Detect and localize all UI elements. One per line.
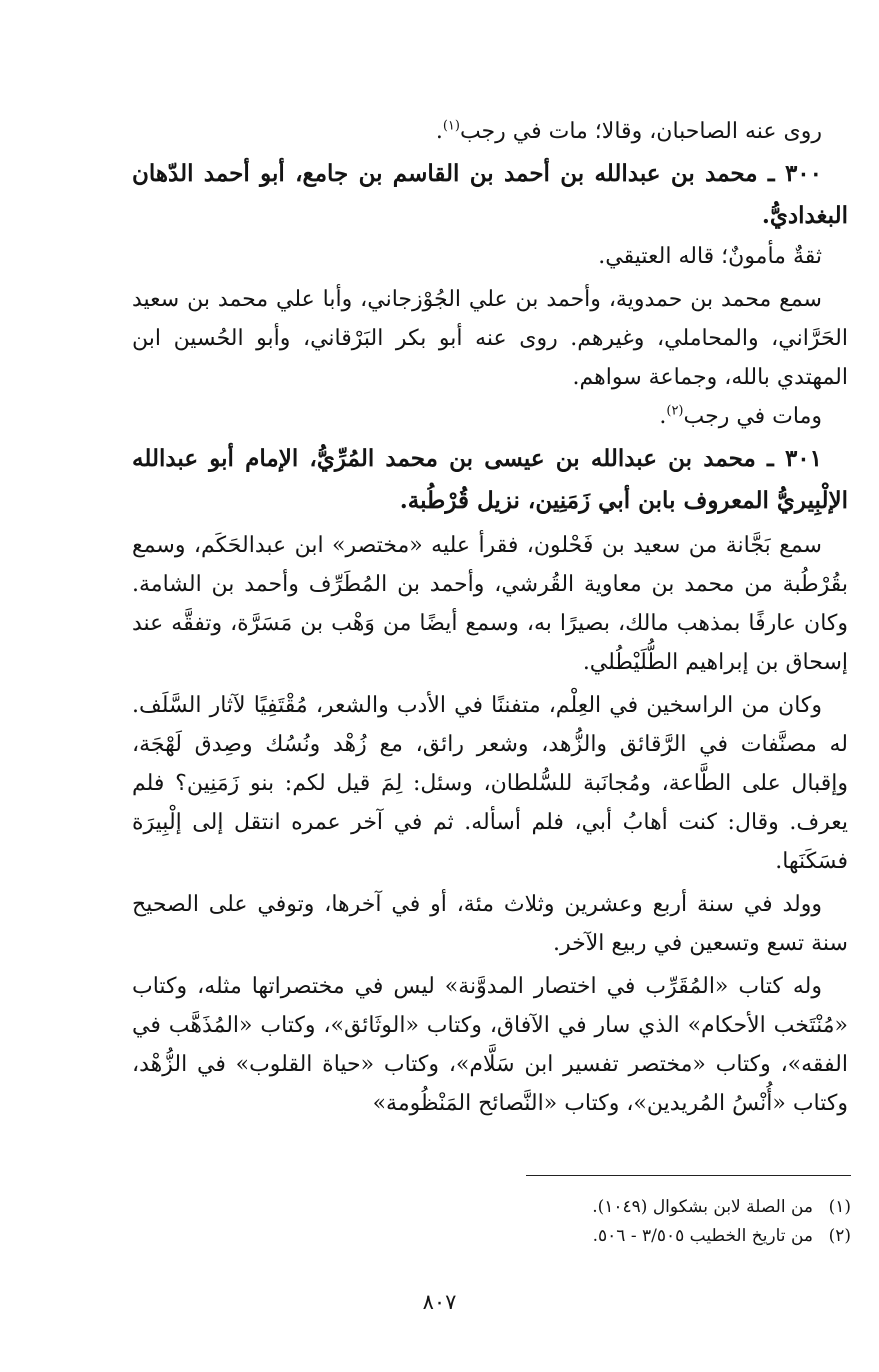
paragraph-text: ومات في رجب [683, 404, 822, 429]
footnote-text: من تاريخ الخطيب ٣/٥٠٥ - ٥٠٦. [592, 1226, 813, 1246]
footnote-text: من الصلة لابن بشكوال (١٠٤٩). [592, 1197, 813, 1217]
entry-301-paragraph-3: وولد في سنة أربع وعشرين وثلاث مئة، أو في آخرها، وتوفي على الصحيح سنة تسع وتسعين في ربيع الآخر. [132, 892, 848, 956]
footnote-ref-2[interactable]: (٢) [666, 403, 684, 419]
page-body [132, 112, 848, 1123]
entry-300-paragraph-1: ثقةٌ مأمونٌ؛ قاله العتيقي. [598, 244, 822, 269]
entry-300-paragraph-2: سمع محمد بن حمدوية، وأحمد بن علي الجُوْزجاني، وأبا علي محمد بن سعيد الحَرَّاني، والمحاملي، وغيرهم. روى عنه أبو بكر البَرْقاني، وأبو الحُسين ابن المهتدي بالله، وجماعة سواهم. [132, 287, 848, 390]
entry-301-heading: ٣٠١ ـ محمد بن عبدالله بن عيسى بن محمد المُرِّيُّ، الإمام أبو عبدالله الإلْبِيريُّ المعروف بابن أبي زَمَنِين، نزيل قُرْطُبة. [132, 445, 848, 514]
footnote-ref-1[interactable]: (١) [442, 118, 460, 134]
footnotes [151, 1193, 851, 1251]
page-number: ٨٠٧ [422, 1290, 457, 1314]
footnote-1 [151, 1193, 851, 1222]
entry-300-paragraph-3 [132, 397, 848, 436]
entry-301-paragraph-2: وكان من الراسخين في العِلْم، متفننًا في الأدب والشعر، مُقْتَفِيًا لآثار السَّلَف. له مصنَّفات في الرَّقائق والزُّهد، وشعر رائق، مع زُهْد ونُسُك وصِدق لَهْجَة، وإقبال على الطَّاعة، ومُجانَبة للسُّلطان، وسئل: لِمَ قيل لكم: بنو زَمَنِين؟ فلم يعرف. وقال: كنت أهابُ أبي، فلم أسأله. ثم في آخر عمره انتقل إلى إلْبِيرَة فسَكَنَها. [132, 693, 848, 874]
punctuation: . [435, 119, 443, 144]
paragraph-text: روى عنه الصاحبان، وقالا؛ مات في رجب [459, 119, 822, 144]
entry-301-paragraph-1: سمع بَجَّانة من سعيد بن فَحْلون، فقرأ عليه «مختصر» ابن عبدالحَكَم، وسمع بقُرْطُبة من محمد بن معاوية القُرشي، وأحمد بن المُطَرِّف وأحمد بن الشامة. وكان عارفًا بمذهب مالك، بصيرًا به، وسمع أيضًا من وَهْب بن مَسَرَّة، وتفقَّه عند إسحاق بن إبراهيم الطُّلَيْطُلي. [132, 533, 848, 675]
paragraph-continuation [132, 112, 848, 151]
punctuation: . [659, 404, 667, 429]
footnote-2 [151, 1222, 851, 1251]
entry-301-paragraph-4: وله كتاب «المُقَرِّب في اختصار المدوَّنة» ليس في مختصراتها مثله، وكتاب «مُنْتَخب الأحكام» الذي سار في الآفاق، وكتاب «الوثَائق»، وكتاب «المُذَهَّب في الفقه»، وكتاب «مختصر تفسير ابن سَلَّام»، وكتاب «حياة القلوب» في الزُّهْد، وكتاب «أُنْسُ المُريدين»، وكتاب «النَّصائح المَنْظُومة» [132, 974, 848, 1116]
footnote-divider [526, 1175, 851, 1176]
footnote-number: (٢) [828, 1226, 851, 1246]
entry-300-heading: ٣٠٠ ـ محمد بن عبدالله بن أحمد بن القاسم بن جامع، أبو أحمد الدّهان البغداديُّ. [132, 160, 848, 229]
footnote-number: (١) [828, 1197, 851, 1217]
